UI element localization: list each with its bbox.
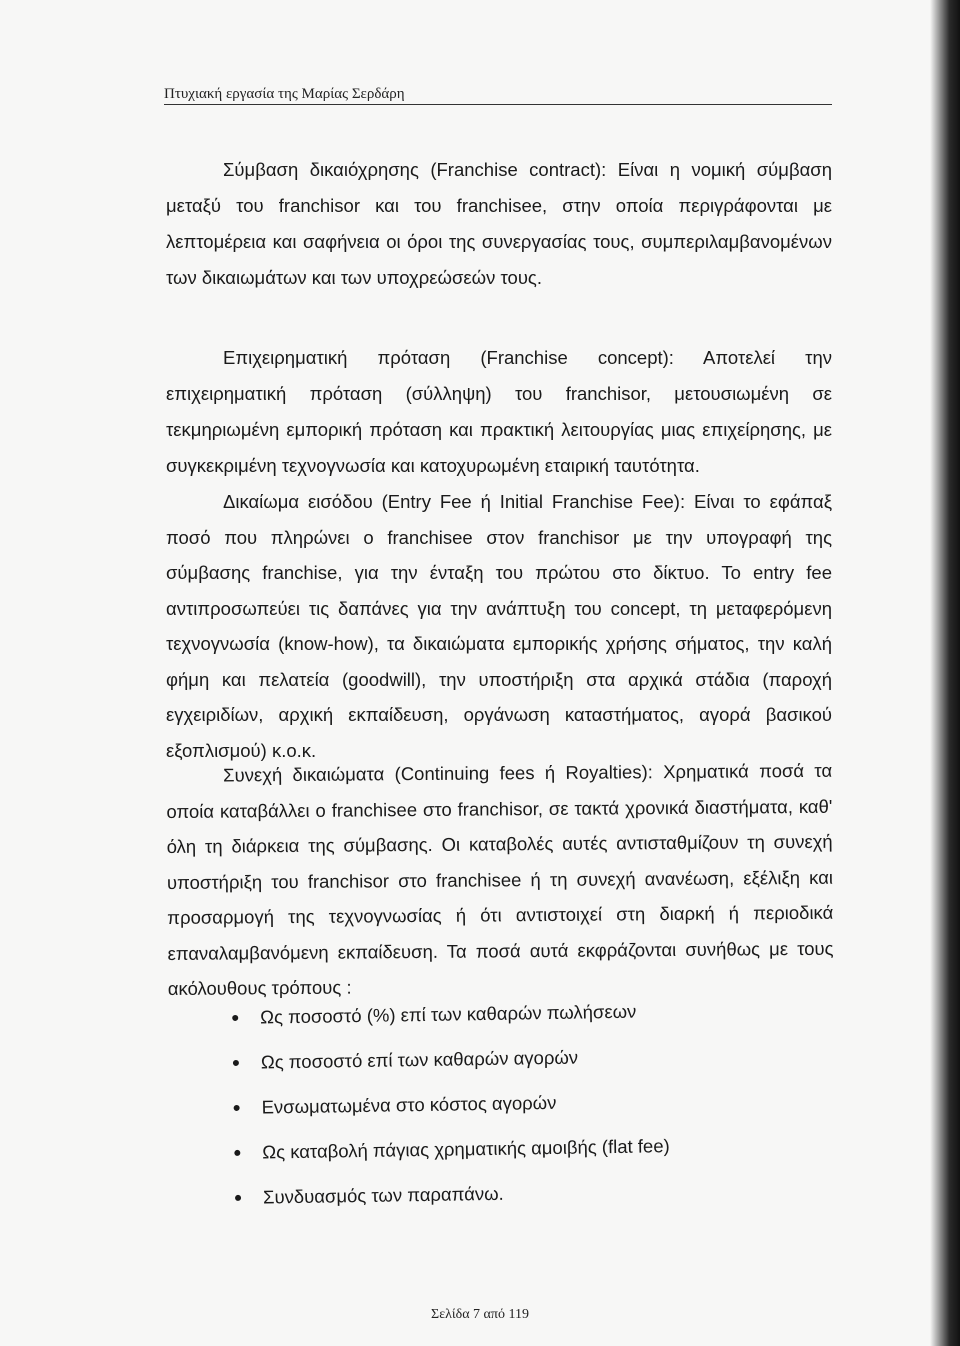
paragraph-franchise-concept: Επιχειρηματική πρόταση (Franchise concept): Αποτελεί την επιχειρηματική πρόταση (σύλληψη) του franchisor, μετουσιωμένη σε τεκμηριωμένη εμπορική πρόταση και πρακτική λειτουργίας μιας επιχείρησης, με συγκεκριμένη τεχνογνωσία και κατοχυρωμένη εταιρική ταυτότητα. bbox=[166, 347, 832, 476]
running-header: Πτυχιακή εργασία της Μαρίας Σερδάρη bbox=[164, 86, 405, 102]
list-item-text: Ως καταβολή πάγιας χρηματικής αμοιβής (flat fee) bbox=[262, 1135, 670, 1163]
bullet-icon bbox=[234, 1150, 240, 1156]
page-number: Σελίδα 7 από 119 bbox=[431, 1307, 529, 1322]
header-rule bbox=[164, 104, 832, 105]
list-item-text: Ως ποσοστό (%) επί των καθαρών πωλήσεων bbox=[260, 1000, 637, 1028]
bullet-icon bbox=[233, 1060, 239, 1066]
list-item-text: Ως ποσοστό επί των καθαρών αγορών bbox=[260, 1046, 579, 1073]
paragraph-continuing-fees: Συνεχή δικαιώματα (Continuing fees ή Royalties): Χρηματικά ποσά τα οποία καταβάλλει ο franchisee στο franchisor, σε τακτά χρονικά διαστήματα, καθ' όλη τη διάρκεια της σύμβασης. Οι καταβολές αυτές αντισταθμίζουν τη συνεχή υποστήριξη του franchisor στο franchisee ή τη συνεχή ανανέωση, εξέλιξη και προσαρμογή της τεχνογνωσίας ή ότι αντιστοιχεί στη διαρκή ή περιοδικά επαναλαμβανόμενη εκπαίδευση. Τα ποσά αυτά εκφράζονται συνήθως με τους ακόλουθους τρόπους : bbox=[166, 759, 834, 999]
paragraph-entry-fee: Δικαίωμα εισόδου (Entry Fee ή Initial Franchise Fee): Είναι το εφάπαξ ποσό που πληρώνει ο franchisee στον franchisor με την υπογραφή της σύμβασης franchise, για την ένταξη του πρώτου στο δίκτυο. Το entry fee αντιπροσωπεύει τις δαπάνες για την ανάπτυξη του concept, τη μεταφερόμενη τεχνογνωσία (know-how), τα δικαιώματα εμπορικής χρήσης σήματος, την καλή φήμη και πελατεία (goodwill), την υποστήριξη στα αρχικά στάδια (παροχή εγχειριδίων, αρχική εκπαίδευση, οργάνωση καταστήματος, αγορά βασικού εξοπλισμού) κ.ο.κ. bbox=[166, 491, 832, 761]
bullet-icon bbox=[232, 1015, 238, 1021]
list-item bbox=[235, 1175, 796, 1229]
list-item-text: Ενσωματωμένα στο κόστος αγορών bbox=[261, 1091, 557, 1118]
bullet-icon bbox=[234, 1105, 240, 1111]
page-edge-shadow bbox=[930, 0, 960, 1346]
bullet-icon bbox=[235, 1195, 241, 1201]
paragraph-franchise-contract: Σύμβαση δικαιόχρησης (Franchise contract): Είναι η νομική σύμβαση μεταξύ του franchisor και του franchisee, στην οποία περιγράφονται με λεπτομέρεια και σαφήνεια οι όροι της συνεργασίας τους, συμπεριλαμβανομένων των δικαιωμάτων και των υποχρεώσεών τους. bbox=[166, 159, 832, 288]
royalty-methods-list bbox=[232, 995, 795, 1229]
list-item-text: Συνδυασμός των παραπάνω. bbox=[262, 1182, 504, 1208]
